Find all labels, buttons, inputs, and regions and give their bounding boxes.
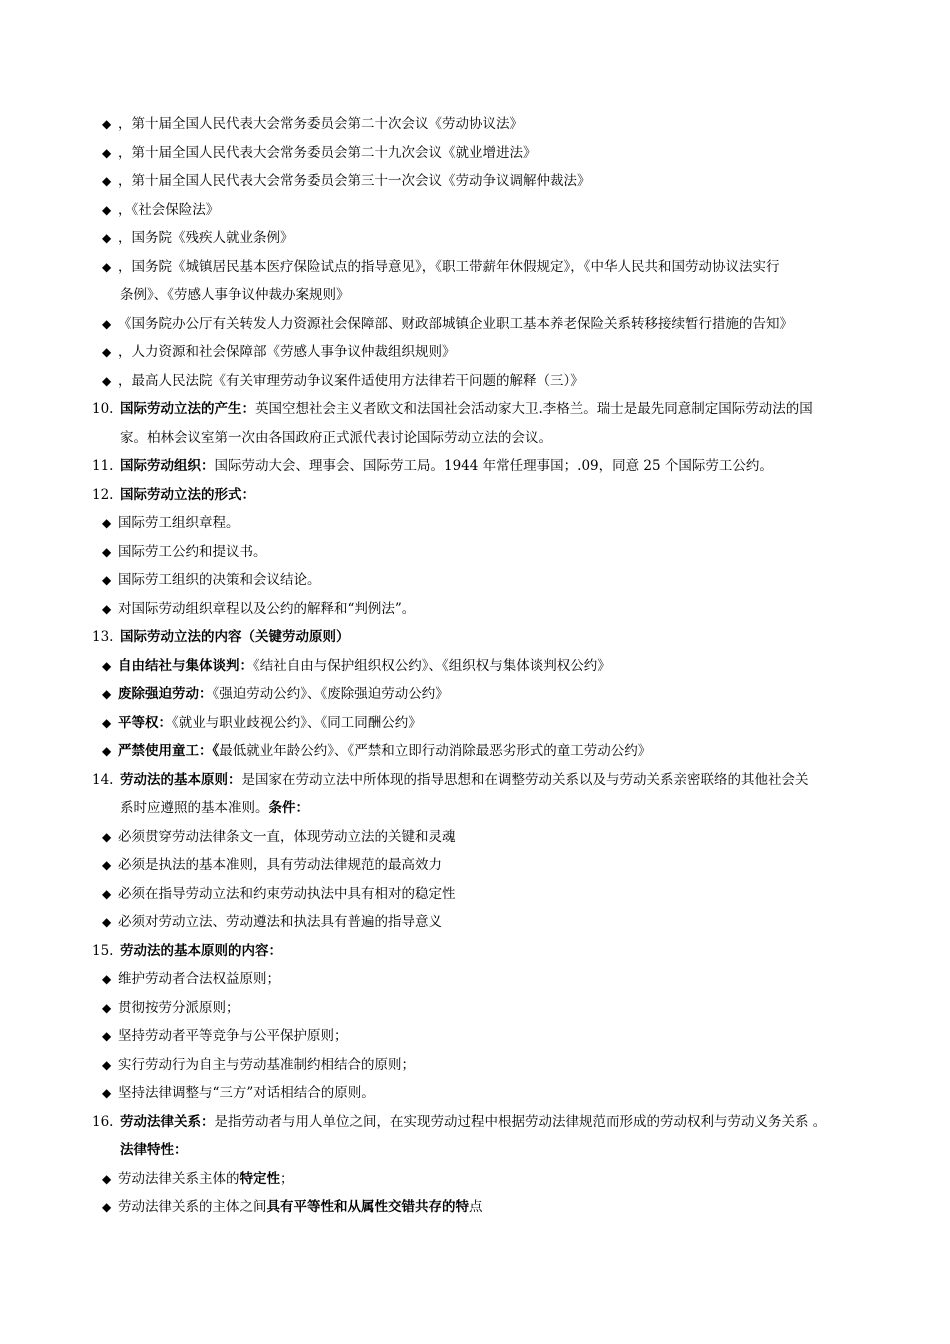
item-text: 英国空想社会主义者欧文和法国社会活动家大卫.李格兰。瑞士是最先同意制定国际劳动法的国 [255, 401, 813, 417]
item-text: 必须对劳动立法、劳动遵法和执法具有普遍的指导意义 [118, 914, 442, 930]
numbered-item [0, 452, 950, 481]
item-heading: 废除强迫劳动： [118, 686, 213, 702]
diamond-bullet-icon: ◆ [102, 1000, 112, 1015]
bullet-item [0, 367, 950, 396]
bullet-item [0, 538, 950, 567]
bullet-item [0, 338, 950, 367]
item-heading: 国际劳动组织： [120, 458, 215, 474]
item-text: 贯彻按劳分派原则； [118, 999, 240, 1016]
diamond-bullet-icon: ◆ [102, 1029, 112, 1043]
diamond-bullet-icon: ◆ [102, 202, 112, 217]
item-text: 国际劳工公约和提议书。 [118, 543, 267, 560]
bullet-item [0, 110, 950, 139]
item-text: ，第十届全国人民代表大会常务委员会第二十次会议《劳动协议法》 [118, 116, 523, 132]
diamond-bullet-icon: ◆ [102, 544, 112, 559]
diamond-bullet-icon: ◆ [102, 687, 112, 701]
bullet-item [0, 310, 950, 339]
item-heading: 法律特性： [120, 1142, 188, 1158]
diamond-bullet-icon: ◆ [102, 373, 112, 388]
bullet-item [0, 823, 950, 852]
item-heading: 平等权： [118, 714, 172, 731]
item-emphasis: 具有平等性和从属性交错共存的特 [266, 1199, 469, 1215]
item-text: 坚持法律调整与“三方”对话相结合的原则。 [118, 1085, 375, 1101]
item-text: 劳动法律关系主体的 [118, 1170, 240, 1187]
bullet-item [0, 1079, 950, 1108]
bullet-item [0, 1022, 950, 1051]
bullet-item [0, 1051, 950, 1080]
bullet-item [0, 880, 950, 909]
bullet-item [0, 167, 950, 196]
bullet-item [0, 1193, 950, 1222]
diamond-bullet-icon: ◆ [102, 858, 112, 872]
bullet-item [0, 595, 950, 624]
item-heading: 国际劳动立法的产生： [120, 401, 255, 417]
bullet-item [0, 253, 950, 282]
numbered-item [0, 1108, 950, 1137]
bullet-item [0, 139, 950, 168]
diamond-bullet-icon: ◆ [102, 1200, 112, 1214]
diamond-bullet-icon: ◆ [102, 345, 112, 359]
item-text: ，国务院《残疾人就业条例》 [118, 230, 294, 246]
continuation-line [0, 281, 950, 310]
item-text: 家。柏林会议室第一次由各国政府正式派代表讨论国际劳动立法的会议。 [120, 429, 552, 446]
item-emphasis: 条件： [268, 800, 309, 816]
bullet-item [0, 709, 950, 738]
bullet-item [0, 994, 950, 1023]
numbered-item [0, 766, 950, 795]
bullet-item [0, 566, 950, 595]
item-number: 11. [92, 458, 114, 474]
item-text: 实行劳动行为自主与劳动基准制约相结合的原则； [118, 1056, 415, 1073]
item-text: 必须是执法的基本准则，具有劳动法律规范的最高效力 [118, 857, 442, 873]
diamond-bullet-icon: ◆ [102, 658, 112, 673]
diamond-bullet-icon: ◆ [102, 1086, 112, 1100]
diamond-bullet-icon: ◆ [102, 1057, 112, 1072]
item-text: 《国务院办公厅有关转发人力资源社会保障部、财政部城镇企业职工基本养老保险关系转移接续暂行措施的告知》 [118, 315, 793, 332]
item-text: ，《社会保险法》 [118, 201, 220, 218]
item-number: 15. [92, 942, 114, 959]
item-heading: 劳动法律关系： [120, 1113, 215, 1130]
item-heading: 自由结社与集体谈判： [118, 657, 253, 674]
item-text: 《就业与职业歧视公约》、《同工同酬公约》 [172, 714, 422, 731]
item-heading: 国际劳动立法的形式： [120, 486, 255, 503]
bullet-item [0, 680, 950, 709]
diamond-bullet-icon: ◆ [102, 117, 112, 131]
diamond-bullet-icon: ◆ [102, 1171, 112, 1186]
item-number: 13. [92, 629, 114, 645]
diamond-bullet-icon: ◆ [102, 601, 112, 616]
item-heading: 劳动法的基本原则： [120, 771, 242, 788]
item-text: 条例》、《劳感人事争议仲裁办案规则》 [120, 287, 350, 303]
item-text: ，第十届全国人民代表大会常务委员会第三十一次会议《劳动争议调解仲裁法》 [118, 173, 591, 189]
item-text-end: ； [280, 1170, 294, 1187]
numbered-item [0, 395, 950, 424]
item-text: 维护劳动者合法权益原则； [118, 971, 280, 987]
bullet-item [0, 908, 950, 937]
item-text: 坚持劳动者平等竞争与公平保护原则； [118, 1028, 348, 1044]
diamond-bullet-icon: ◆ [102, 972, 112, 986]
bullet-item [0, 737, 950, 766]
item-number: 16. [92, 1113, 114, 1130]
diamond-bullet-icon: ◆ [102, 915, 112, 929]
item-text: ，最高人民法院《有关审理劳动争议案件适使用方法律若干问题的解释（三）》 [118, 372, 584, 389]
diamond-bullet-icon: ◆ [102, 715, 112, 730]
item-text: 是国家在劳动立法中所体现的指导思想和在调整劳动关系以及与劳动关系亲密联络的其他社会关 [241, 771, 809, 788]
item-text-end: 点 [469, 1199, 483, 1215]
bullet-item [0, 965, 950, 994]
numbered-item [0, 623, 950, 652]
item-text: ，人力资源和社会保障部《劳感人事争议仲裁组织规则》 [118, 344, 456, 360]
diamond-bullet-icon: ◆ [102, 259, 112, 274]
item-text: 是指劳动者与用人单位之间，在实现劳动过程中根据劳动法律规范而形成的劳动权利与劳动义务关系 。 [214, 1113, 827, 1130]
bullet-item [0, 196, 950, 225]
item-text: ，国务院《城镇居民基本医疗保险试点的指导意见》，《职工带薪年休假规定》，《中华人民共和国劳动协议法实行 [118, 258, 780, 275]
diamond-bullet-icon: ◆ [102, 516, 112, 530]
item-text: 必须贯穿劳动法律条文一直，体现劳动立法的关键和灵魂 [118, 828, 456, 845]
item-number: 10. [92, 401, 114, 417]
bullet-item [0, 851, 950, 880]
diamond-bullet-icon: ◆ [102, 231, 112, 245]
item-text: 《结社自由与保护组织权公约》、《组织权与集体谈判权公约》 [253, 657, 611, 674]
item-text: 对国际劳动组织章程以及公约的解释和“判例法”。 [118, 600, 416, 617]
item-text: 系时应遵照的基本准则。 [120, 800, 269, 816]
item-heading: 严禁使用童工：《 [118, 743, 220, 759]
numbered-item [0, 937, 950, 966]
bullet-item [0, 652, 950, 681]
diamond-bullet-icon: ◆ [102, 573, 112, 587]
item-number: 14. [92, 771, 114, 788]
item-text: 必须在指导劳动立法和约束劳动执法中具有相对的稳定性 [118, 885, 456, 902]
diamond-bullet-icon: ◆ [102, 145, 112, 160]
numbered-item [0, 481, 950, 510]
continuation-line [0, 1136, 950, 1165]
bullet-item [0, 509, 950, 538]
diamond-bullet-icon: ◆ [102, 886, 112, 901]
bullet-item [0, 224, 950, 253]
item-heading: 国际劳动立法的内容（关键劳动原则） [120, 629, 350, 645]
item-number: 12. [92, 486, 114, 503]
diamond-bullet-icon: ◆ [102, 829, 112, 844]
item-text: ，第十届全国人民代表大会常务委员会第二十九次会议《就业增进法》 [118, 144, 537, 161]
item-text: 国际劳工组织的决策和会议结论。 [118, 572, 321, 588]
continuation-line [0, 794, 950, 823]
item-text: 最低就业年龄公约》、《严禁和立即行动消除最恶劣形式的童工劳动公约》 [219, 743, 652, 759]
item-text: 国际劳工组织章程。 [118, 515, 240, 531]
item-text: 劳动法律关系的主体之间 [118, 1199, 267, 1215]
bullet-item [0, 1165, 950, 1194]
diamond-bullet-icon: ◆ [102, 174, 112, 188]
item-text: 国际劳动大会、理事会、国际劳工局。1944 年常任理事国；.09，同意 25 个国际劳工公约。 [214, 458, 773, 474]
item-heading: 劳动法的基本原则的内容： [120, 942, 282, 959]
diamond-bullet-icon: ◆ [102, 316, 112, 331]
item-emphasis: 特定性 [239, 1170, 280, 1187]
continuation-line [0, 424, 950, 453]
document-body [0, 110, 950, 1222]
diamond-bullet-icon: ◆ [102, 744, 112, 758]
item-text: 《强迫劳动公约》、《废除强迫劳动公约》 [212, 686, 449, 702]
